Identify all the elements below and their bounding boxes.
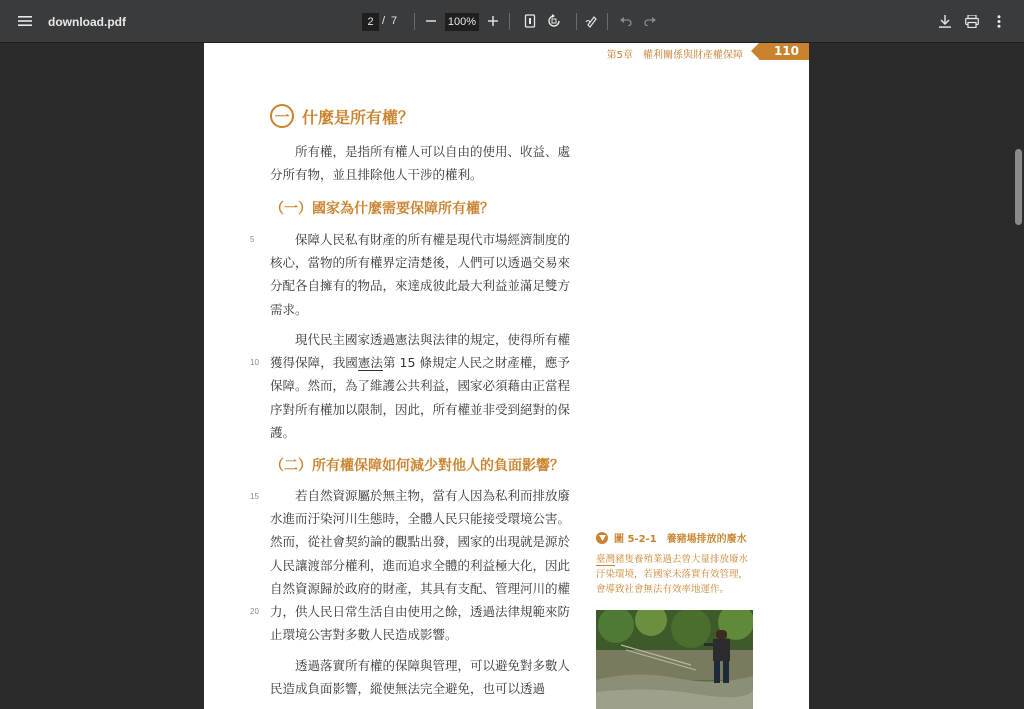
line-number: 20: [250, 607, 259, 616]
zoom-in-icon[interactable]: [482, 10, 504, 32]
subsection-heading-1: （一）國家為什麼需要保障所有權？: [270, 201, 494, 217]
line-number: 10: [250, 358, 259, 367]
page-number-tab: 110: [759, 43, 809, 60]
toolbar-divider: [607, 13, 608, 30]
figure-caption: [596, 530, 747, 545]
scrollbar-thumb[interactable]: [1015, 149, 1022, 225]
hamburger-menu-icon[interactable]: [14, 10, 36, 32]
paragraph-4-text: 透過落實所有權的保障與管理，可以避免對多數人民造成負面影響，縱使無法完全避免，也可以透過: [270, 658, 571, 697]
toolbar-divider: [509, 13, 510, 30]
paragraph-1-text: 保障人民私有財產的所有權是現代市場經濟制度的核心，當物的所有權界定清楚後，人們可以透過交易來分配各自擁有的物品，來達成彼此最大利益並滿足雙方需求。: [270, 232, 571, 317]
annotate-pen-icon[interactable]: [581, 10, 603, 32]
wastewater-photo: [596, 610, 753, 709]
paragraph-1: [270, 228, 570, 321]
intro-paragraph: [270, 140, 570, 186]
print-icon[interactable]: [961, 10, 983, 32]
figure-title: 圖 5-2-1 養豬場排放的廢水: [614, 534, 747, 545]
figure-desc-underlined: 臺灣: [596, 554, 616, 565]
pdf-page: [204, 43, 809, 709]
figure-description: [596, 552, 756, 597]
paragraph-2: [270, 328, 570, 444]
zoom-out-icon[interactable]: [420, 10, 442, 32]
toolbar-divider: [576, 13, 577, 30]
paragraph-4: [270, 654, 570, 700]
page-separator: /: [382, 15, 386, 27]
redo-icon[interactable]: [639, 10, 661, 32]
paragraph-3: [270, 484, 570, 646]
running-head: 第5章 權利關係與財產權保障: [606, 50, 743, 61]
toolbar-divider: [414, 13, 415, 30]
line-number: 5: [250, 235, 255, 244]
paragraph-3-text: 若自然資源屬於無主物，當有人因為私利而排放廢水進而汙染河川生態時，全體人民只能接受環境公害。然而，從社會契約論的觀點出發，國家的出現就是源於人民讓渡部分權利，進而追求全體的利益極大化，因此自然資源歸於政府的財產，其具有支配、管理河川的權力，供人民日常生活自由使用之餘，透過法律規範來防止環境公害對多數人民造成影響。: [270, 488, 571, 643]
subsection-heading-2: （二）所有權保障如何減少對他人的負面影響？: [270, 458, 564, 474]
section-heading: [270, 102, 414, 130]
rotate-icon[interactable]: [543, 10, 565, 32]
total-pages: 7: [391, 15, 398, 27]
section-title: 什麼是所有權？: [302, 107, 415, 127]
page-number-input[interactable]: [362, 13, 379, 31]
underlined-term: 憲法: [357, 355, 383, 371]
more-options-icon[interactable]: [988, 10, 1010, 32]
figure-desc-text: 豬隻養殖業過去曾大量排放廢水汙染環境，若國家未落實有效管理，會導致社會無法有效率地運作。: [596, 554, 749, 595]
fit-to-page-icon[interactable]: [519, 10, 541, 32]
document-title: download.pdf: [48, 15, 126, 29]
pdf-toolbar: [0, 0, 1024, 43]
caption-arrow-icon: [596, 532, 608, 544]
undo-icon[interactable]: [615, 10, 637, 32]
paragraph-2-text-a: 現代民主國家透過憲法與法律的規定，使得所有權獲得保障，我國: [270, 332, 571, 371]
paragraph-2-text-b: 第 15 條規定人民之財產權，應予保障。然而，為了維護公共利益，國家必須藉由正當程序對所有權加以限制，因此，所有權並非受到絕對的保護。: [270, 355, 571, 440]
vertical-scrollbar[interactable]: [1013, 43, 1024, 709]
document-viewport[interactable]: [0, 43, 1024, 709]
download-icon[interactable]: [934, 10, 956, 32]
section-number-circle: 一: [270, 104, 294, 128]
line-number: 15: [250, 492, 259, 501]
intro-text: 所有權，是指所有權人可以自由的使用、收益、處分所有物，並且排除他人干涉的權利。: [270, 144, 571, 183]
zoom-level-input[interactable]: [445, 13, 479, 31]
